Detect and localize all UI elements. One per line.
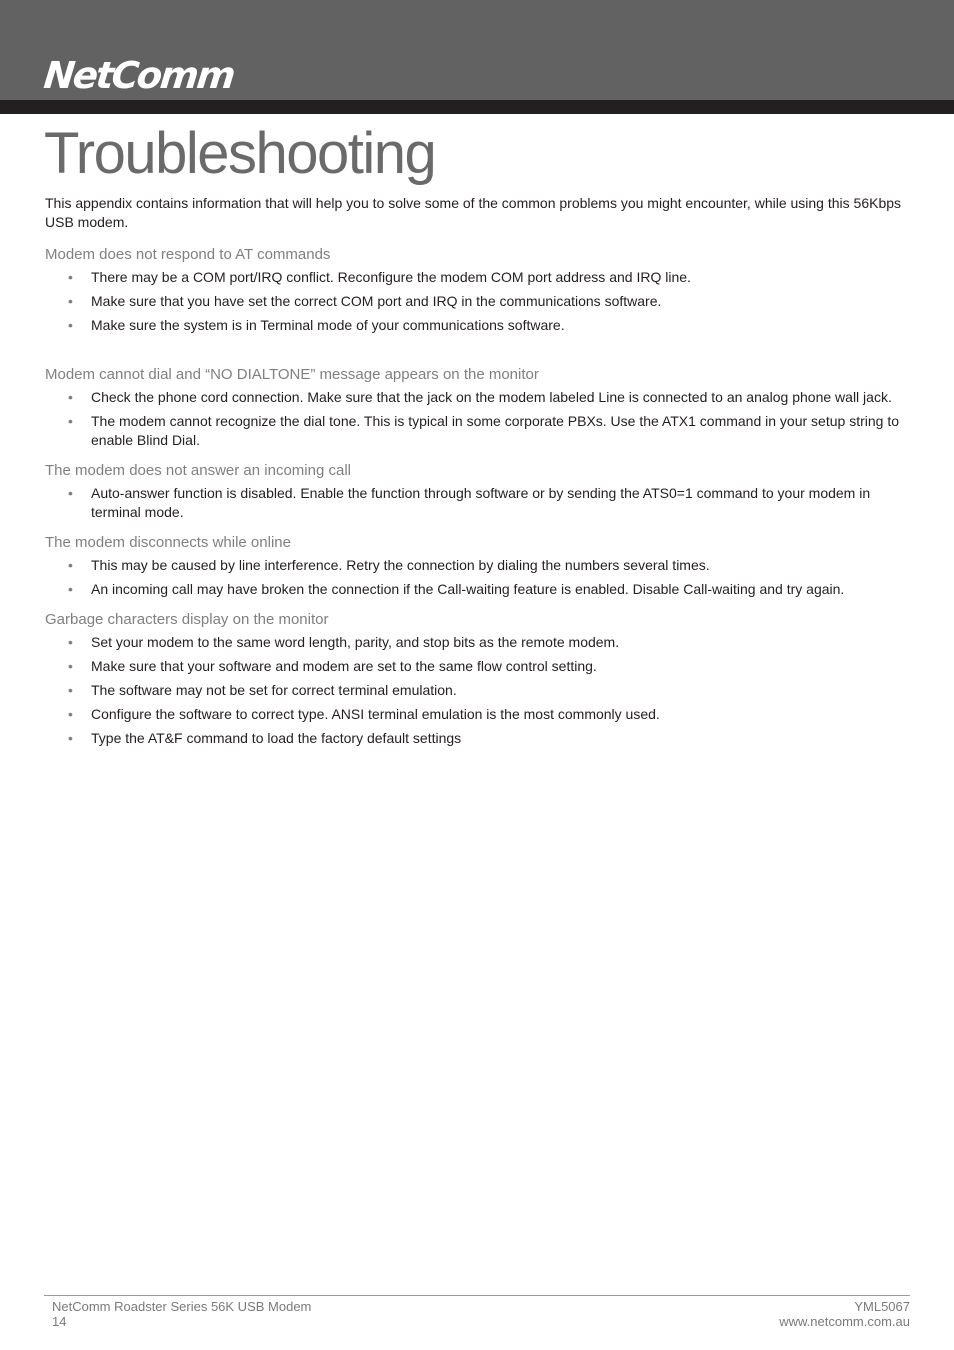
bullet-icon: • — [68, 634, 73, 650]
footer-product-name: NetComm Roadster Series 56K USB Modem — [52, 1299, 312, 1314]
bullet-list — [45, 268, 911, 335]
bullet-icon: • — [68, 317, 73, 333]
list-item-text: Set your modem to the same word length, parity, and stop bits as the remote modem. — [91, 634, 620, 650]
list-item-text: An incoming call may have broken the connection if the Call-waiting feature is enabled. Disable Call-waiting and try again. — [91, 581, 845, 597]
bullet-list — [45, 556, 911, 599]
bullet-icon: • — [68, 730, 73, 746]
netcomm-logo: NetComm — [41, 54, 236, 97]
bullet-icon: • — [68, 293, 73, 309]
section-heading: The modem does not answer an incoming call — [45, 462, 351, 479]
list-item-text: Type the AT&F command to load the factory default settings — [91, 730, 462, 746]
list-item — [45, 412, 911, 450]
bullet-icon: • — [68, 557, 73, 573]
bullet-icon: • — [68, 581, 73, 597]
section-at-commands — [45, 245, 911, 335]
list-item-text: Configure the software to correct type. ANSI terminal emulation is the most commonly used. — [91, 706, 660, 722]
page-number: 14 — [52, 1314, 67, 1329]
list-item-text: Check the phone cord connection. Make sure that the jack on the modem labeled Line is connected to an analog phone wall jack. — [91, 389, 892, 405]
footer-doc-code: YML5067 — [854, 1299, 910, 1314]
bullet-icon: • — [68, 682, 73, 698]
bullet-icon: • — [68, 485, 73, 501]
list-item — [45, 705, 911, 724]
list-item — [45, 292, 911, 311]
bullet-icon: • — [68, 389, 73, 405]
section-heading: Garbage characters display on the monitor — [45, 611, 329, 628]
list-item — [45, 556, 911, 575]
list-item-text: Make sure that you have set the correct COM port and IRQ in the communications software. — [91, 293, 662, 309]
section-disconnects — [45, 533, 911, 599]
page-content — [45, 194, 911, 759]
bullet-list — [45, 484, 911, 522]
page-title: Troubleshooting — [44, 121, 436, 186]
list-item — [45, 681, 911, 700]
footer-rule — [44, 1295, 910, 1296]
bullet-icon: • — [68, 413, 73, 429]
list-item-text: The software may not be set for correct terminal emulation. — [91, 682, 457, 698]
footer-right — [779, 1299, 910, 1329]
footer-website: www.netcomm.com.au — [779, 1314, 910, 1329]
list-item-text: The modem cannot recognize the dial tone. This is typical in some corporate PBXs. Use the ATX1 command in your setup string to enable Blind Dial. — [91, 413, 899, 448]
bullet-icon: • — [68, 269, 73, 285]
footer-left — [52, 1299, 311, 1329]
section-heading: Modem cannot dial and “NO DIALTONE” message appears on the monitor — [45, 366, 539, 383]
section-heading: The modem disconnects while online — [45, 534, 291, 551]
bullet-icon: • — [68, 706, 73, 722]
section-no-answer — [45, 461, 911, 522]
list-item-text: This may be caused by line interference. Retry the connection by dialing the numbers several times. — [91, 557, 710, 573]
list-item — [45, 729, 911, 748]
section-no-dialtone — [45, 365, 911, 450]
list-item — [45, 633, 911, 652]
header-rule — [0, 100, 954, 114]
bullet-icon: • — [68, 658, 73, 674]
list-item — [45, 484, 911, 522]
section-garbage-characters — [45, 610, 911, 748]
bullet-list — [45, 633, 911, 748]
list-item-text: Make sure the system is in Terminal mode of your communications software. — [91, 317, 565, 333]
list-item-text: Auto-answer function is disabled. Enable the function through software or by sending the ATS0=1 command to your modem in terminal mode. — [91, 485, 871, 520]
list-item — [45, 388, 911, 407]
intro-paragraph: This appendix contains information that will help you to solve some of the common problems you might encounter, while using this 56Kbps USB modem. — [45, 195, 902, 230]
bullet-list — [45, 388, 911, 450]
list-item — [45, 657, 911, 676]
list-item — [45, 268, 911, 287]
list-item-text: There may be a COM port/IRQ conflict. Reconfigure the modem COM port address and IRQ line. — [91, 269, 691, 285]
section-heading: Modem does not respond to AT commands — [45, 246, 331, 263]
list-item-text: Make sure that your software and modem are set to the same flow control setting. — [91, 658, 597, 674]
list-item — [45, 580, 911, 599]
list-item — [45, 316, 911, 335]
